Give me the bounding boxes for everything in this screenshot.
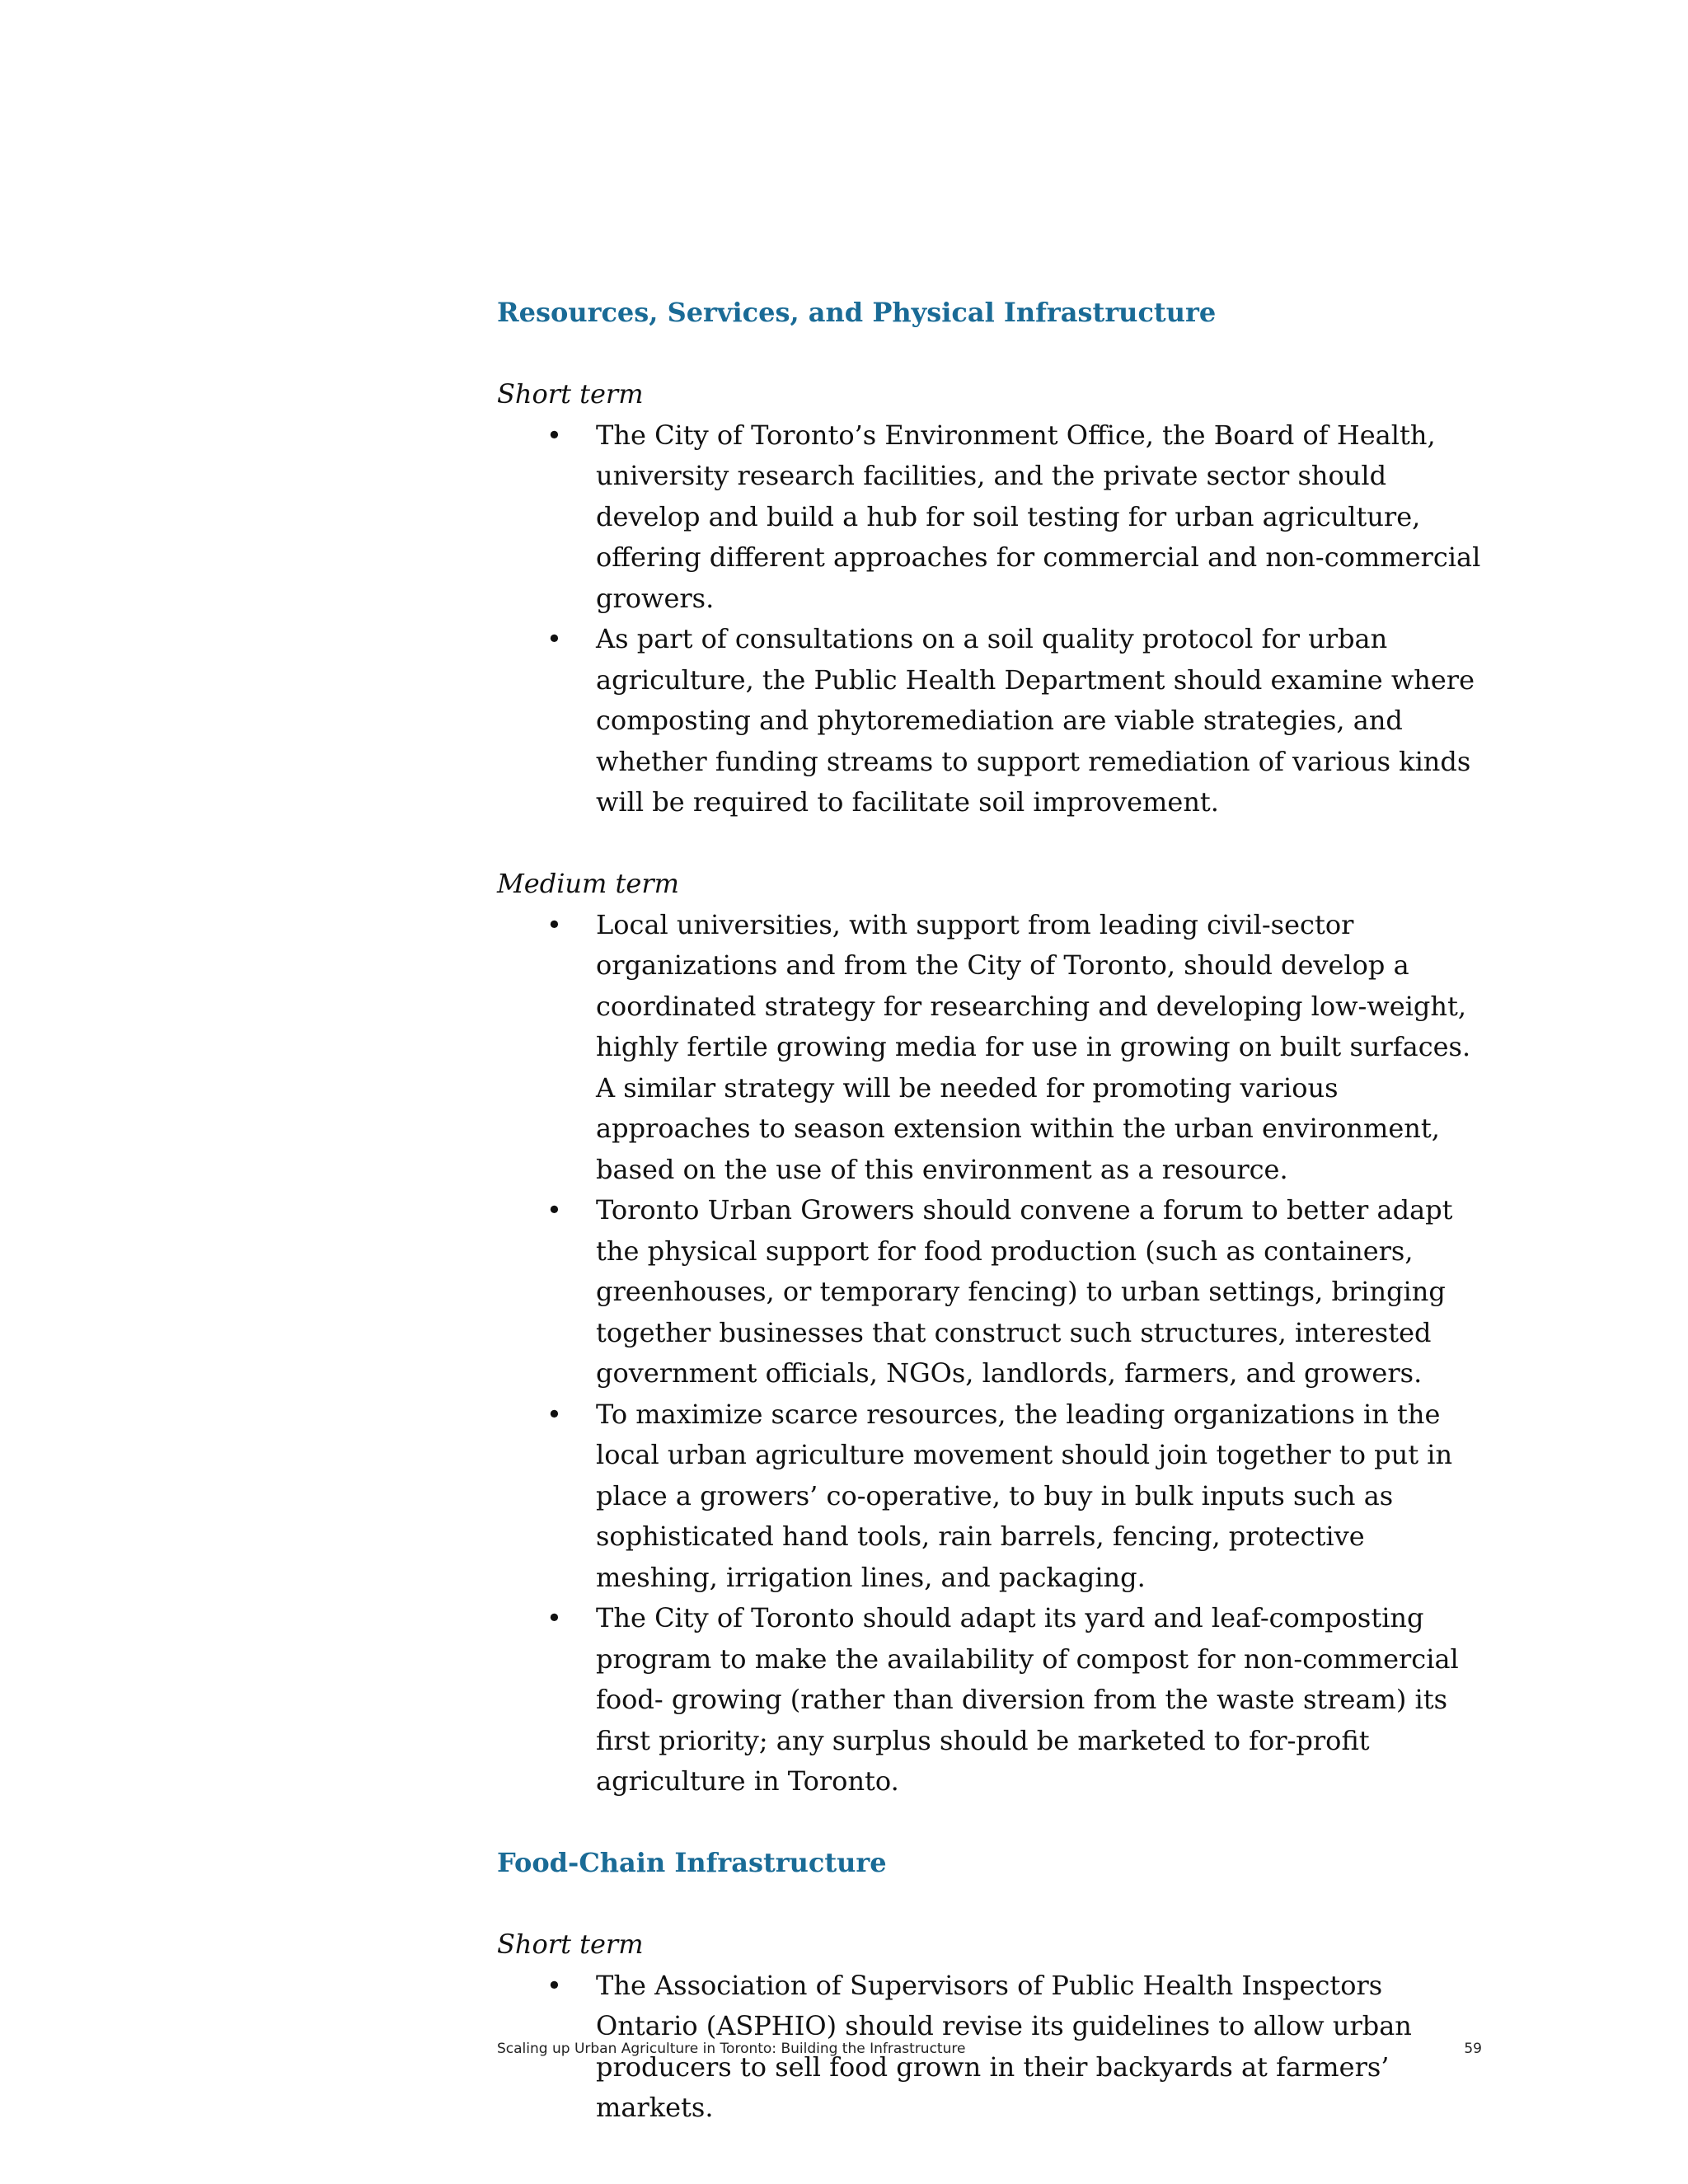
list-item	[497, 619, 1486, 823]
list-item	[497, 415, 1486, 620]
list-item-text: Local universities, with support from leading civil-sector organizations and from the City of Toronto, should develop a coordinated strategy for researching and developing low-weight, highly fertile growing media for use in growing on built surfaces. A similar strategy will be needed for promoting various approaches to season extension within the urban environment, based on the use of this environment as a resource.	[596, 908, 1471, 1185]
list-item-text: To maximize scarce resources, the leading organizations in the local urban agriculture movement should join together to put in place a growers’ co-operative, to buy in bulk inputs such as sophisticated hand tools, rain barrels, fencing, protective meshing, irrigation lines, and packaging.	[596, 1398, 1453, 1593]
list-item-text: Toronto Urban Growers should convene a forum to better adapt the physical support for food production (such as containers, greenhouses, or temporary fencing) to urban settings, bringing together businesses that construct such structures, interested government officials, NGOs, landlords, farmers, and growers.	[596, 1194, 1453, 1389]
bullet-icon: •	[546, 1398, 562, 1430]
bullet-icon: •	[546, 908, 562, 940]
spacer	[497, 823, 1486, 865]
section-heading-food-chain: Food-Chain Infrastructure	[497, 1847, 887, 1878]
list-item-text: The City of Toronto should adapt its yard and leaf-composting program to make the availability of compost for non-commercial food- growing (rather than diversion from the waste stream) its first priority; any surplus should be marketed to for-profit agriculture in Toronto.	[596, 1602, 1459, 1797]
page-number: 59	[1464, 2041, 1482, 2057]
list-item-text: The City of Toronto’s Environment Office, the Board of Health, university research facilities, and the private sector should develop and build a hub for soil testing for urban agriculture, offering different approaches for commercial and non-commercial growers.	[596, 419, 1481, 614]
list-item-text: The Association of Supervisors of Public Health Inspectors Ontario (ASPHIO) should revise its guidelines to allow urban producers to sell food grown in their backyards at farmers’ markets.	[596, 1969, 1412, 2123]
bullet-icon: •	[546, 1194, 562, 1226]
bullet-list-short-term	[497, 415, 1486, 823]
bullet-icon: •	[546, 623, 562, 654]
subheading-short-term: Short term	[497, 378, 644, 410]
subheading-medium-term: Medium term	[497, 868, 679, 899]
list-item	[497, 1598, 1486, 1802]
list-item	[497, 905, 1486, 1191]
subheading-short-term: Short term	[497, 1929, 644, 1960]
spacer	[497, 334, 1486, 375]
spacer	[497, 1802, 1486, 1844]
bullet-icon: •	[546, 1969, 562, 2001]
spacer	[497, 1884, 1486, 1925]
footer-title: Scaling up Urban Agriculture in Toronto: Building the Infrastructure	[497, 2041, 966, 2057]
bullet-icon: •	[546, 419, 562, 451]
section-heading-resources: Resources, Services, and Physical Infrastructure	[497, 297, 1217, 328]
list-item	[497, 1394, 1486, 1599]
bullet-icon: •	[546, 1602, 562, 1633]
list-item	[497, 1190, 1486, 1394]
list-item-text: As part of consultations on a soil quality protocol for urban agriculture, the Public Health Department should examine where composting and phytoremediation are viable strategies, and whether funding streams to support remediation of various kinds will be required to facilitate soil improvement.	[596, 623, 1475, 818]
page-content	[497, 293, 1486, 2129]
bullet-list-medium-term	[497, 905, 1486, 1802]
